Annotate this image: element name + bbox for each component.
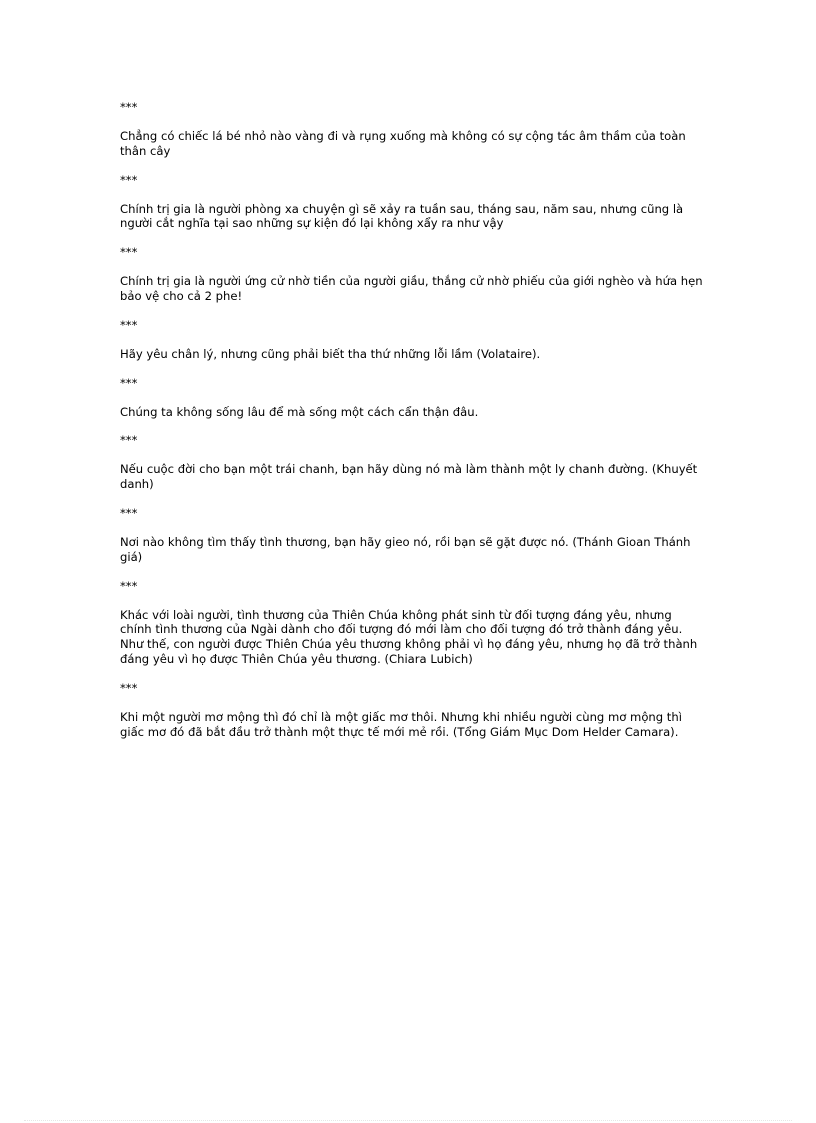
quote-paragraph: Chính trị gia là người ứng cử nhờ tiền của người giầu, thắng cử nhờ phiếu của giới nghèo và hứa hẹn bảo vệ cho cả 2 phe! (120, 274, 703, 303)
separator: *** (120, 375, 138, 390)
separator: *** (120, 100, 138, 114)
separator: *** (120, 680, 138, 695)
quote-paragraph: Hãy yêu chân lý, nhưng cũng phải biết tha thứ những lỗi lầm (Volataire). (120, 346, 541, 361)
quote-paragraph: Chẳng có chiếc lá bé nhỏ nào vàng đi và rụng xuống mà không có sự cộng tác âm thầm của toàn thân cây (120, 129, 686, 158)
separator: *** (120, 172, 138, 187)
quote-paragraph: Nếu cuộc đời cho bạn một trái chanh, bạn hãy dùng nó mà làm thành một ly chanh đường. (Khuyết danh) (120, 462, 698, 492)
separator: *** (120, 505, 138, 520)
separator: *** (120, 317, 138, 332)
separator: *** (120, 578, 138, 593)
separator: *** (120, 433, 138, 448)
quote-paragraph: Khác với loài người, tình thương của Thiên Chúa không phát sinh từ đối tượng đáng yêu, nhưng chính tình thương của Ngài dành cho đối tượng đó mới làm cho đối tượng đó trở thành đáng yêu. Như thế, con người được Thiên Chúa yêu thương không phải vì họ đáng yêu, nhưng họ đã trở thành đáng yêu vì họ được Thiên Chúa yêu thương. (Chiara Lubich) (120, 607, 698, 666)
separator: *** (120, 245, 138, 260)
quote-paragraph: Chính trị gia là người phòng xa chuyện gì sẽ xảy ra tuần sau, tháng sau, năm sau, nhưng cũng là người cắt nghĩa tại sao những sự kiện đó lại không xẩy ra như vậy (120, 201, 684, 231)
page-bottom-rule (24, 1120, 792, 1121)
quote-paragraph: Nơi nào không tìm thấy tình thương, bạn hãy gieo nó, rồi bạn sẽ gặt được nó. (Thánh Gioan Thánh giá) (120, 534, 691, 564)
document-body (120, 100, 705, 739)
quote-paragraph: Chúng ta không sống lâu để mà sống một cách cẩn thận đâu. (120, 404, 479, 419)
quote-paragraph: Khi một người mơ mộng thì đó chỉ là một giấc mơ thôi. Nhưng khi nhiều người cùng mơ mộng thì giấc mơ đó đã bắt đầu trở thành một thực tế mới mẻ rồi. (Tổng Giám Mục Dom Helder Camara). (120, 709, 682, 739)
